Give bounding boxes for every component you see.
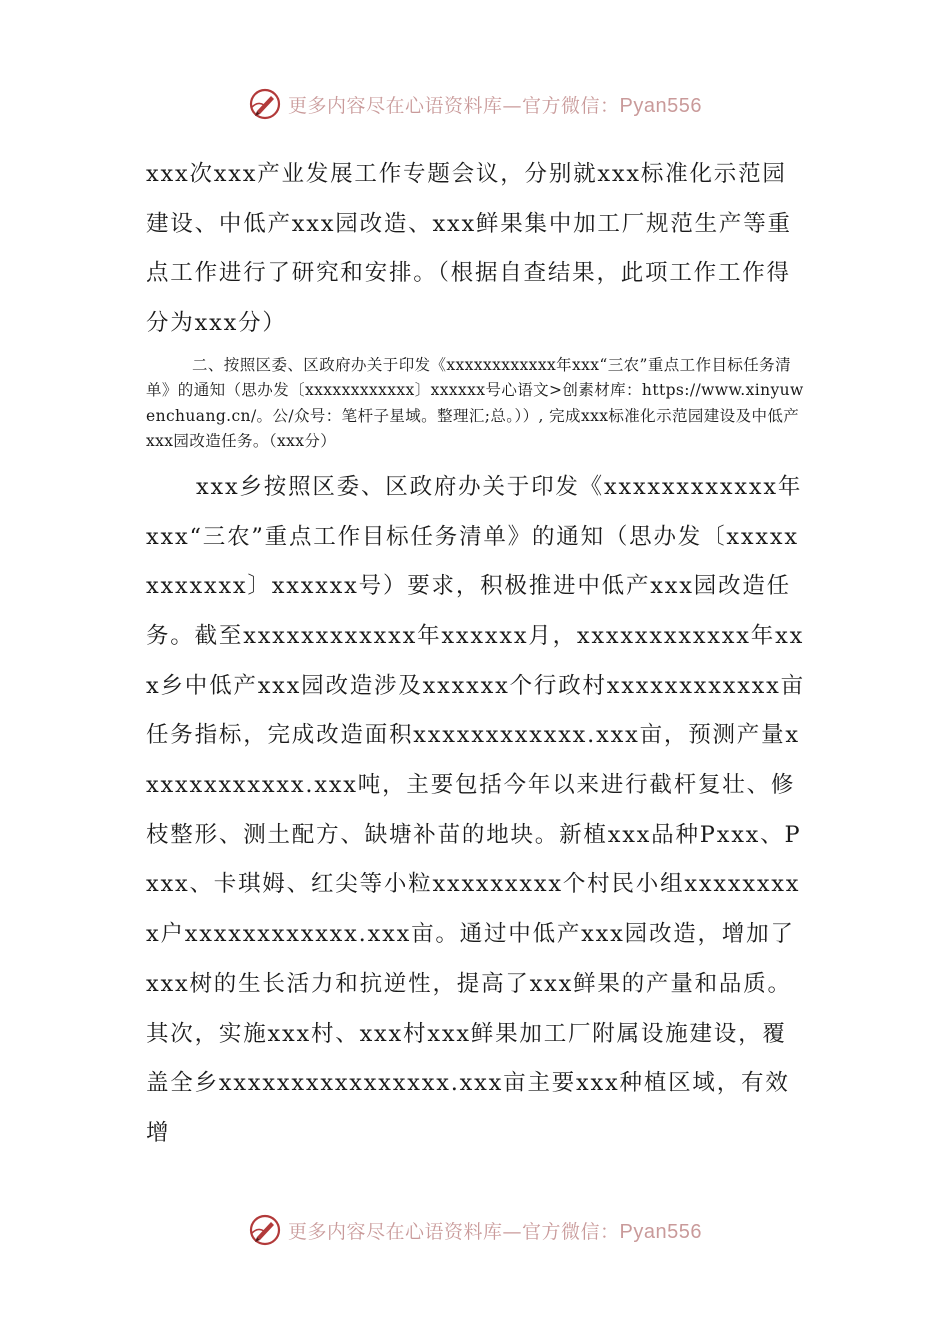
header-banner — [0, 84, 950, 124]
header-banner-text — [288, 91, 702, 118]
pen-circle-logo-icon — [248, 1213, 282, 1247]
section-heading: 二、按照区委、区政府办关于印发《xxxxxxxxxxxx年xxx“三农”重点工作目标任务清单》的通知（思办发〔xxxxxxxxxxxx〕xxxxxx号心语文>创素材库：https://www.xinyuwenchuang.cn/。公/众号：笔杆子星域。整理汇;总。））, 完成xxx标准化示范园建设及中低产xxx园改造任务。（xxx分） — [146, 355, 804, 451]
document-body — [146, 150, 806, 1159]
paragraph-1: xxx次xxx产业发展工作专题会议，分别就xxx标准化示范园建设、中低产xxx园改造、xxx鲜果集中加工厂规范生产等重点工作进行了研究和安排。（根据自查结果，此项工作工作得分为xxx分） — [146, 161, 792, 337]
footer-banner-label: 更多内容尽在心语资料库—官方微信： — [288, 1220, 620, 1243]
header-wechat-id: Pyan556 — [619, 94, 702, 117]
footer-banner-text — [288, 1217, 702, 1244]
footer-banner — [0, 1210, 950, 1250]
paragraph-2: xxx乡按照区委、区政府办关于印发《xxxxxxxxxxxx年xxx“三农”重点工作目标任务清单》的通知（思办发〔xxxxxxxxxxxx〕xxxxxx号）要求，积极推进中低产xxx园改造任务。截至xxxxxxxxxxxx年xxxxxx月，xxxxxxxxxxxx年xxx乡中低产xxx园改造涉及xxxxxx个行政村xxxxxxxxxxxx亩任务指标，完成改造面积xxxxxxxxxxxx.xxx亩，预测产量xxxxxxxxxxxx.xxx吨，主要包括今年以来进行截杆复壮、修枝整形、测土配方、缺塘补苗的地块。新植xxx品种Pxxx、Pxxx、卡琪姆、红尖等小粒xxxxxxxxx个村民小组xxxxxxxxx户xxxxxxxxxxxx.xxx亩。通过中低产xxx园改造，增加了xxx树的生长活力和抗逆性，提高了xxx鲜果的产量和品质。其次，实施xxx村、xxx村xxx鲜果加工厂附属设施建设，覆盖全乡xxxxxxxxxxxxxxxx.xxx亩主要xxx种植区域，有效增 — [146, 473, 805, 1146]
pen-circle-logo-icon — [248, 87, 282, 121]
header-banner-label: 更多内容尽在心语资料库—官方微信： — [288, 94, 620, 117]
footer-wechat-id: Pyan556 — [619, 1220, 702, 1243]
